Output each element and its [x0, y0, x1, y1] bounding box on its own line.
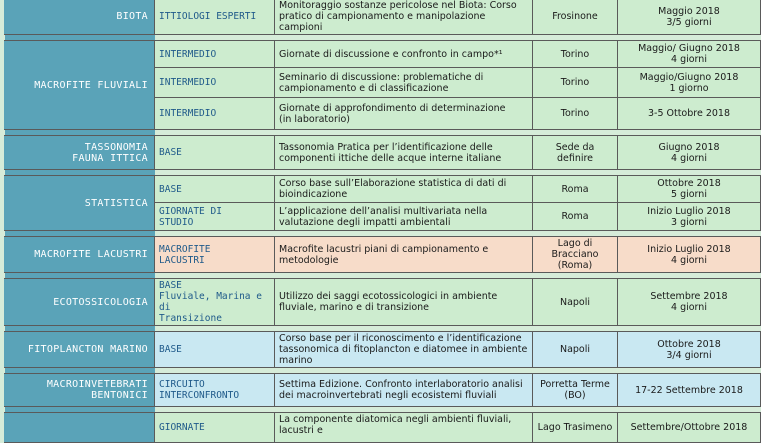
date-cell: Giugno 2018 4 giorni — [618, 136, 761, 170]
description-cell: Corso base per il riconoscimento e l’identificazione tassonomica di fitoplancton e diatomee in ambiente marino — [275, 332, 533, 368]
location-cell: Frosinone — [533, 0, 618, 35]
area-cell: ECOTOSSICOLOGIA — [5, 279, 155, 326]
course-table — [4, 0, 761, 443]
date-cell: Settembre/Ottobre 2018 — [618, 413, 761, 443]
description-cell: Corso base sull’Elaborazione statistica di dati di bioindicazione — [275, 176, 533, 203]
date-cell: 3-5 Ottobre 2018 — [618, 98, 761, 130]
location-cell: Torino — [533, 41, 618, 68]
date-cell: Maggio/Giugno 2018 1 giorno — [618, 68, 761, 98]
date-cell: Ottobre 2018 5 giorni — [618, 176, 761, 203]
area-cell: FITOPLANCTON MARINO — [5, 332, 155, 368]
location-cell: Lago Trasimeno — [533, 413, 618, 443]
course-table-body — [5, 0, 761, 443]
description-cell: Monitoraggio sostanze pericolose nel Biota: Corso pratico di campionamento e manipolazione campioni — [275, 0, 533, 35]
table-row — [5, 176, 761, 203]
level-cell: BASE — [155, 136, 275, 170]
location-cell: Roma — [533, 176, 618, 203]
date-cell: Settembre 2018 4 giorni — [618, 279, 761, 326]
area-cell: MACROFITE LACUSTRI — [5, 237, 155, 273]
description-cell: Giornate di approfondimento di determinazione (in laboratorio) — [275, 98, 533, 130]
level-cell: MACROFITE LACUSTRI — [155, 237, 275, 273]
level-cell: INTERMEDIO — [155, 68, 275, 98]
table-row — [5, 136, 761, 170]
level-cell: BASE — [155, 176, 275, 203]
level-cell: GIORNATE DI STUDIO — [155, 203, 275, 231]
date-cell: Ottobre 2018 3/4 giorni — [618, 332, 761, 368]
level-cell: GIORNATE — [155, 413, 275, 443]
table-row — [5, 374, 761, 407]
table-row — [5, 237, 761, 273]
table-row — [5, 413, 761, 443]
description-cell: La componente diatomica negli ambienti fluviali, lacustri e — [275, 413, 533, 443]
level-cell: INTERMEDIO — [155, 98, 275, 130]
level-cell: ITTIOLOGI ESPERTI — [155, 0, 275, 35]
level-cell: BASE Fluviale, Marina e di Transizione — [155, 279, 275, 326]
description-cell: Utilizzo dei saggi ecotossicologici in ambiente fluviale, marino e di transizione — [275, 279, 533, 326]
date-cell: Inizio Luglio 2018 4 giorni — [618, 237, 761, 273]
area-cell: MACROFITE FLUVIALI — [5, 41, 155, 130]
description-cell: L’applicazione dell’analisi multivariata nella valutazione degli impatti ambientali — [275, 203, 533, 231]
area-cell: MACROINVETEBRATI BENTONICI — [5, 374, 155, 407]
area-cell: BIOTA — [5, 0, 155, 35]
table-row — [5, 332, 761, 368]
area-cell: TASSONOMIA FAUNA ITTICA — [5, 136, 155, 170]
location-cell: Porretta Terme (BO) — [533, 374, 618, 407]
description-cell: Settima Edizione. Confronto interlaboratorio analisi dei macroinvertebrati negli ecosistemi fluviali — [275, 374, 533, 407]
table-row — [5, 0, 761, 35]
area-cell: STATISTICA — [5, 176, 155, 231]
level-cell: INTERMEDIO — [155, 41, 275, 68]
date-cell: 17-22 Settembre 2018 — [618, 374, 761, 407]
description-cell: Tassonomia Pratica per l’identificazione delle componenti ittiche delle acque interne italiane — [275, 136, 533, 170]
location-cell: Sede da definire — [533, 136, 618, 170]
area-cell — [5, 413, 155, 443]
location-cell: Napoli — [533, 332, 618, 368]
level-cell: BASE — [155, 332, 275, 368]
table-row — [5, 279, 761, 326]
location-cell: Torino — [533, 68, 618, 98]
location-cell: Roma — [533, 203, 618, 231]
level-cell: CIRCUITO INTERCONFRONTO — [155, 374, 275, 407]
location-cell: Lago di Bracciano (Roma) — [533, 237, 618, 273]
location-cell: Torino — [533, 98, 618, 130]
date-cell: Inizio Luglio 2018 3 giorni — [618, 203, 761, 231]
description-cell: Macrofite lacustri piani di campionamento e metodologie — [275, 237, 533, 273]
date-cell: Maggio 2018 3/5 giorni — [618, 0, 761, 35]
description-cell: Seminario di discussione: problematiche di campionamento e di classificazione — [275, 68, 533, 98]
location-cell: Napoli — [533, 279, 618, 326]
table-row — [5, 41, 761, 68]
date-cell: Maggio/ Giugno 2018 4 giorni — [618, 41, 761, 68]
description-cell: Giornate di discussione e confronto in campo*¹ — [275, 41, 533, 68]
